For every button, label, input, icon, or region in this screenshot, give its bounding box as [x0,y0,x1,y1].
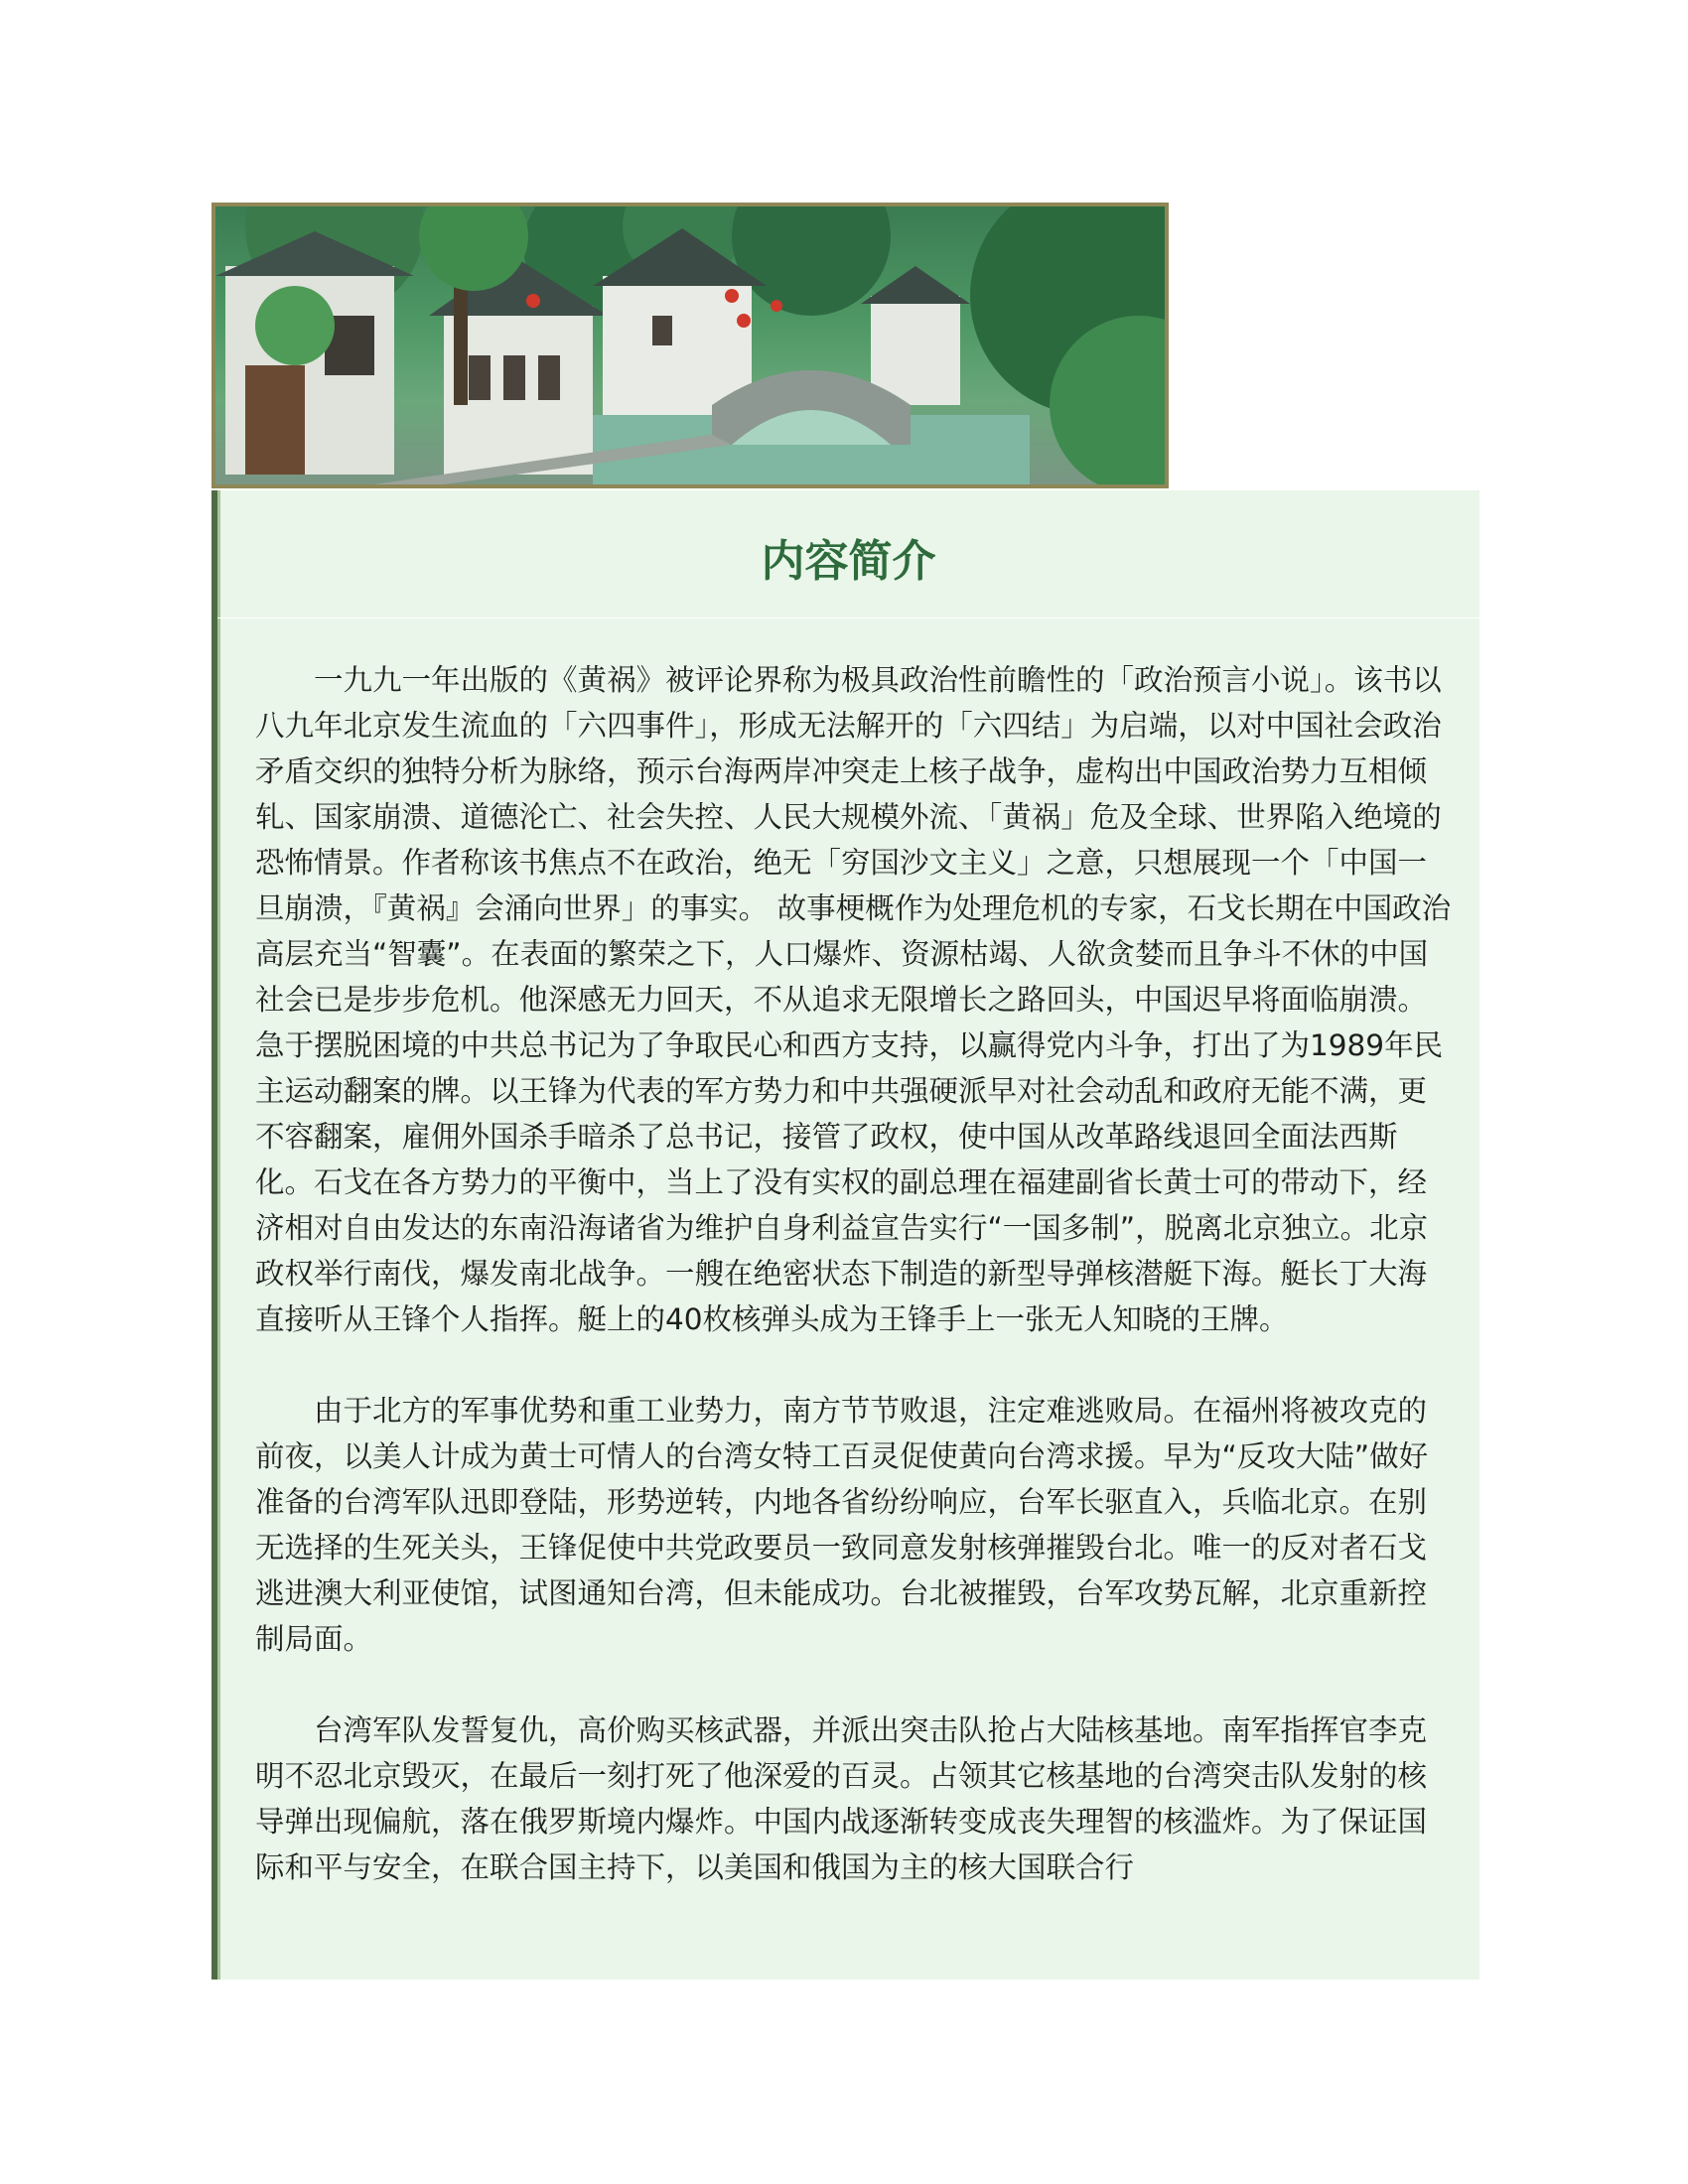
paragraph-2: 由于北方的军事优势和重工业势力，南方节节败退，注定难逃败局。在福州将被攻克的前夜，以美人计成为黄士可情人的台湾女特工百灵促使黄向台湾求援。早为“反攻大陆”做好准备的台湾军队迅即登陆，形势逆转，内地各省纷纷响应，台军长驱直入，兵临北京。在别无选择的生死关头，王锋促使中共党政要员一致同意发射核弹摧毁台北。唯一的反对者石戈逃进澳大利亚使馆，试图通知台湾，但未能成功。台北被摧毁，台军攻势瓦解，北京重新控制局面。 [255,1394,1429,1656]
header-illustration [211,203,1169,488]
synopsis-text [255,657,1452,1890]
paragraph-3: 台湾军队发誓复仇，高价购买核武器，并派出突击队抢占大陆核基地。南军指挥官李克明不忍北京毁灭，在最后一刻打死了他深爱的百灵。占领其它核基地的台湾突击队发射的核导弹出现偏航，落在俄罗斯境内爆炸。中国内战逐渐转变成丧失理智的核滥炸。为了保证国际和平与安全，在联合国主持下，以美国和俄国为主的核大国联合行 [255,1713,1428,1884]
title-divider [217,617,1479,618]
paragraph-1: 一九九一年出版的《黄祸》被评论界称为极具政治性前瞻性的「政治预言小说」。该书以八九年北京发生流血的「六四事件」，形成无法解开的「六四结」为启端，以对中国社会政治矛盾交织的独特分析为脉络，预示台海两岸冲突走上核子战争，虚构出中国政治势力互相倾轧、国家崩溃、道德沦亡、社会失控、人民大规模外流、「黄祸」危及全球、世界陷入绝境的恐怖情景。作者称该书焦点不在政治，绝无「穷国沙文主义」之意，只想展现一个「中国一旦崩溃，『黄祸』会涌向世界」的事实。 故事梗概作为处理危机的专家，石戈长期在中国政治高层充当“智囊”。在表面的繁荣之下，人口爆炸、资源枯竭、人欲贪婪而且争斗不休的中国社会已是步步危机。他深感无力回天，不从追求无限增长之路回头，中国迟早将面临崩溃。急于摆脱困境的中共总书记为了争取民心和西方支持，以赢得党内斗争，打出了为1989年民主运动翻案的牌。以王锋为代表的军方势力和中共强硬派早对社会动乱和政府无能不满，更不容翻案，雇佣外国杀手暗杀了总书记，接管了政权，使中国从改革路线退回全面法西斯化。石戈在各方势力的平衡中，当上了没有实权的副总理在福建副省长黄士可的带动下，经济相对自由发达的东南沿海诸省为维护自身利益宣告实行“一国多制”，脱离北京独立。北京政权举行南伐，爆发南北战争。一艘在绝密状态下制造的新型导弹核潜艇下海。艇长丁大海直接听从王锋个人指挥。艇上的40枚核弹头成为王锋手上一张无人知晓的王牌。 [255,663,1452,1336]
section-title: 内容简介 [761,536,936,587]
content-panel [211,490,1479,1979]
